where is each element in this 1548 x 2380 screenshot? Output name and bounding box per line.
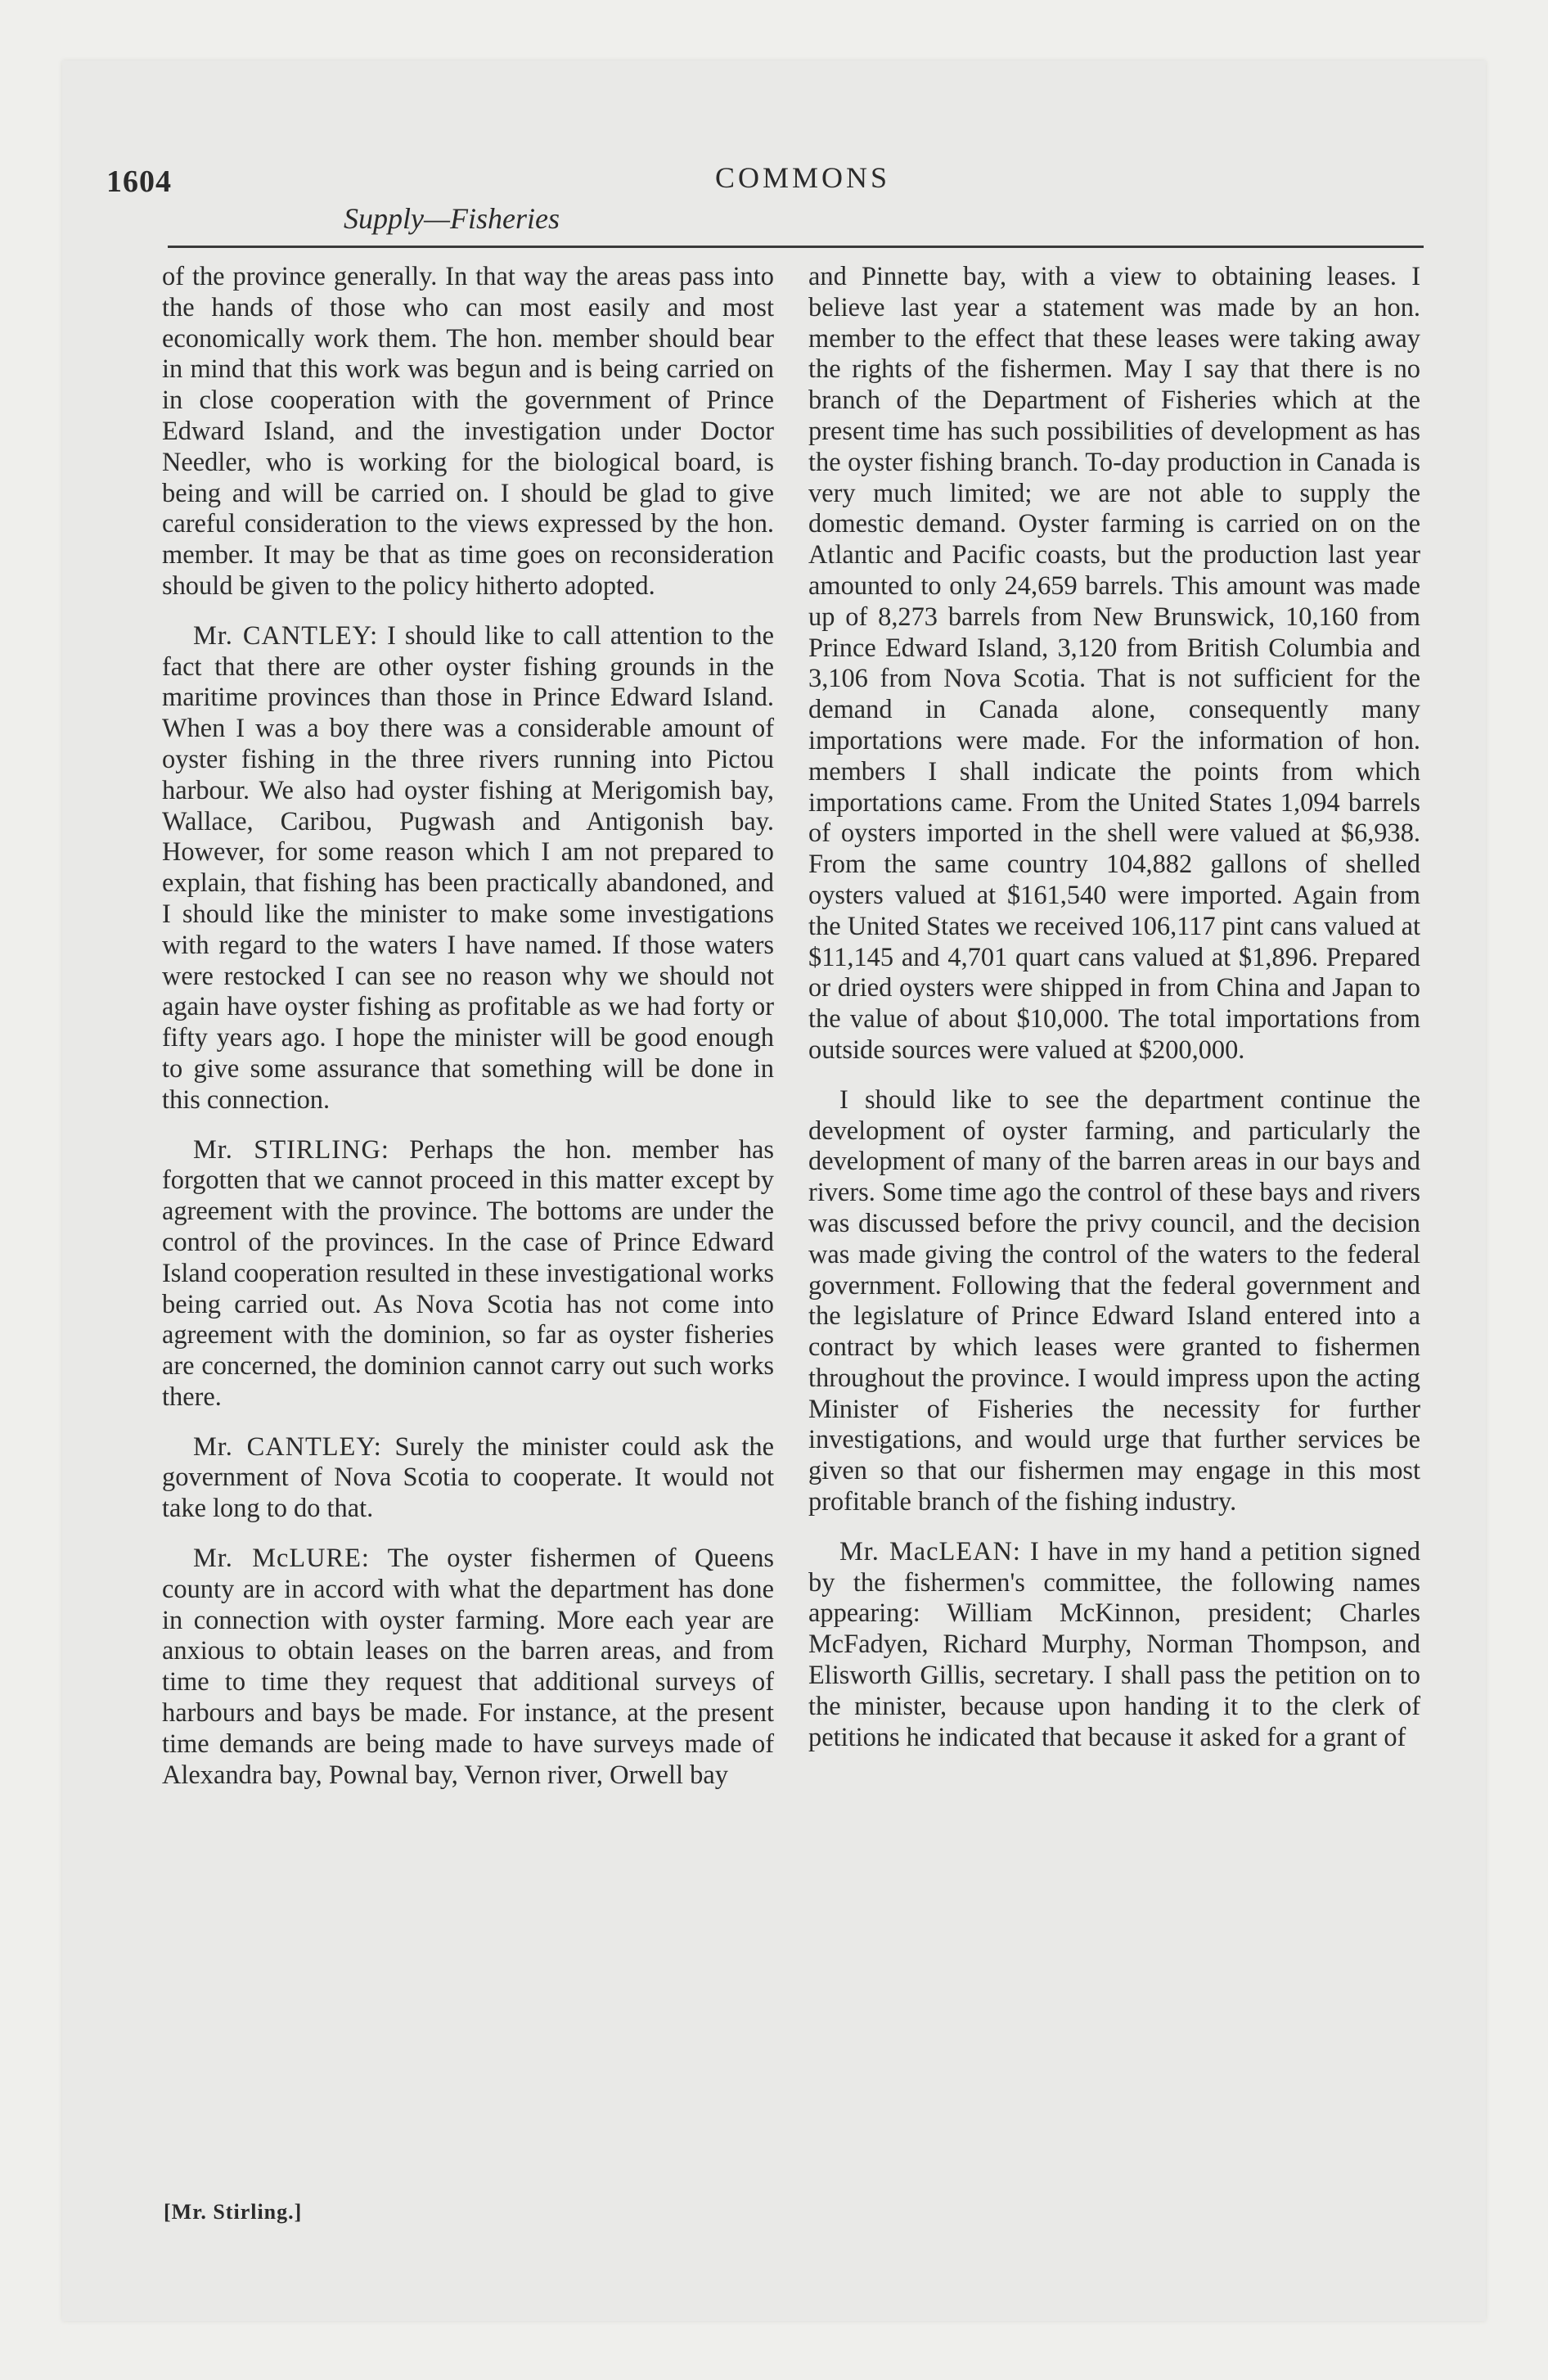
footer-attribution: [Mr. Stirling.] [164, 2200, 303, 2224]
speaker-name: Mr. MacLEAN: [839, 1536, 1021, 1566]
paragraph-text: I should like to see the department continue the development of oyster farming, and particularly the development of many of the barren areas in our bays and rivers. Some time ago the control of these bays and rivers was discussed before the privy council, and the decision was made giving the control of the waters to the federal government. Following that the federal government and the legislature of Prince Edward Island entered into a contract by which leases were granted to fishermen throughout the province. I would impress upon the acting Minister of Fisheries the necessity for further investigations, and would urge that further services be given so that our fishermen may engage in this most profitable branch of the fishing industry. [808, 1084, 1420, 1517]
speaker-name: Mr. CANTLEY: [193, 620, 379, 651]
paragraph-text: I have in my hand a petition signed by the fishermen's committee, the following names appearing: William McKinnon, president; Charles McFadyen, Richard Murphy, Norman Thompson, and Elisworth Gillis, secretary. I shall pass the petition on to the minister, because upon handing it to the clerk of petitions he indicated that because it asked for a grant of [808, 1536, 1420, 1752]
right-column [808, 262, 1420, 1772]
running-head [0, 160, 1548, 195]
paragraph [162, 262, 774, 602]
header-rule [168, 246, 1424, 248]
paragraph-text: The oyster fishermen of Queens county are in accord with what the department has done in connection with oyster farming. More each year are anxious to obtain leases on the barren areas, and from time to time they request that additional surveys of harbours and bays be made. For instance, at the present time demands are being made to have surveys made of Alexandra bay, Pownal bay, Vernon river, Orwell bay [162, 1544, 774, 1790]
paragraph [808, 1085, 1420, 1518]
page-number: 1604 [106, 165, 172, 199]
paragraph [162, 1544, 774, 1791]
paragraph [162, 621, 774, 1116]
paragraph-text: and Pinnette bay, with a view to obtaining leases. I believe last year a statement was made by an hon. member to the effect that these leases were taking away the rights of the fishermen. May I say that there is no branch of the Department of Fisheries which at the present time has such possibilities of development as has the oyster fishing branch. To-day production in Canada is very much limited; we are not able to supply the domestic demand. Oyster farming is carried on on the Atlantic and Pacific coasts, but the production last year amounted to only 24,659 barrels. This amount was made up of 8,273 barrels from New Brunswick, 10,160 from Prince Edward Island, 3,120 from British Columbia and 3,106 from Nova Scotia. That is not sufficient for the demand in Canada alone, consequently many importations were made. For the information of hon. members I shall indicate the points from which importations came. From the United States 1,094 barrels of oysters imported in the shell were valued at $6,938. From the same country 104,882 gallons of shelled oysters valued at $161,540 were imported. Again from the United States we received 106,117 pint cans valued at $11,145 and 4,701 quart cans valued at $1,896. Prepared or dried oysters were shipped in from China and Japan to the value of about $10,000. The total importations from outside sources were valued at $200,000. [808, 262, 1420, 1065]
paragraph [162, 1135, 774, 1413]
speaker-name: Mr. CANTLEY: [193, 1431, 382, 1462]
left-column [162, 262, 774, 1810]
paragraph-text: Surely the minister could ask the government of Nova Scotia to cooperate. It would not take long to do that. [162, 1431, 774, 1524]
paragraph-text: Perhaps the hon. member has forgotten that we cannot proceed in this matter except by agreement with the province. The bottoms are under the control of the provinces. In the case of Prince Edward Island cooperation resulted in these investigational works being carried out. As Nova Scotia has not come into agreement with the dominion, so far as oyster fisheries are concerned, the dominion cannot carry out such works there. [162, 1134, 774, 1412]
speaker-name: Mr. McLURE: [193, 1544, 370, 1574]
paragraph-text: of the province generally. In that way the areas pass into the hands of those who can most easily and most economically work them. The hon. member should bear in mind that this work was begun and is being carried on in close cooperation with the government of Prince Edward Island, and the investigation under Doctor Needler, who is working for the biological board, is being and will be carried on. I should be glad to give careful consideration to the views expressed by the hon. member. It may be that as time goes on reconsideration should be given to the policy hitherto adopted. [162, 262, 774, 601]
paragraph-text: I should like to call attention to the fact that there are other oyster fishing grounds in the maritime provinces than those in Prince Edward Island. When I was a boy there was a considerable amount of oyster fishing in the three rivers running into Pictou harbour. We also had oyster fishing at Merigomish bay, Wallace, Caribou, Pugwash and Antigonish bay. However, for some reason which I am not prepared to explain, that fishing has been practically abandoned, and I should like the minister to make some investigations with regard to the waters I have named. If those waters were restocked I can see no reason why we should not again have oyster fishing as profitable as we had forty or fifty years ago. I hope the minister will be good enough to give some assurance that something will be done in this connection. [162, 620, 774, 1115]
section-heading: Supply—Fisheries [344, 202, 560, 235]
speaker-name: Mr. STIRLING: [193, 1134, 389, 1165]
paragraph [808, 1537, 1420, 1754]
paragraph [808, 262, 1420, 1066]
paragraph [162, 1432, 774, 1525]
running-head-text: COMMONS [714, 161, 891, 194]
